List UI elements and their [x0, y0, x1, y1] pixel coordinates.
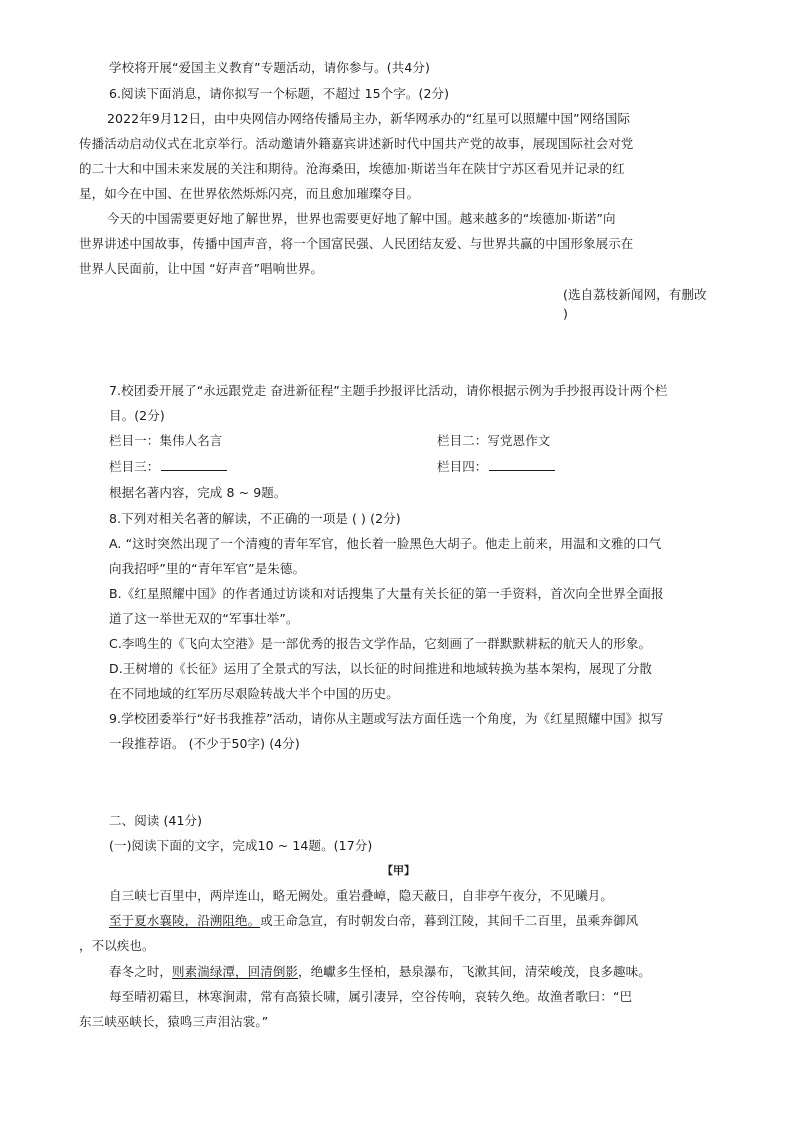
- passage-line: 自三峡七百里中，两岸连山，略无阙处。重岩叠嶂，隐天蔽日，自非亭午夜分，不见曦月。: [109, 888, 614, 903]
- q8-option-d: 在不同地域的红军历尽艰险转战大半个中国的历史。: [109, 686, 399, 701]
- q6-news-line: 今天的中国需要更好地了解世界，世界也需要更好地了解中国。越来越多的“埃德加·斯诺”向: [107, 211, 616, 226]
- q6-news-line: 传播活动启动仪式在北京举行。活动邀请外籍嘉宾讲述新时代中国共产党的故事，展现国际社会对党: [79, 136, 634, 151]
- q6-source: ): [563, 306, 568, 321]
- q6-news-line: 的二十大和中国未来发展的关注和期待。沧海桑田，埃德加·斯诺当年在陕甘宁苏区看见并记录的红: [79, 161, 625, 176]
- passage-line: 每至晴初霜旦，林寒涧肃，常有高猿长啸，属引凄异，空谷传响，哀转久绝。故渔者歌曰：“巴: [109, 989, 633, 1004]
- underlined-sentence: 至于夏水襄陵，沿溯阻绝。: [109, 913, 261, 928]
- q8-option-b: B.《红星照耀中国》的作者通过访谈和对话搜集了大量有关长征的第一手资料，首次向全世界全面报: [109, 586, 664, 601]
- section-subheading: (一)阅读下面的文字，完成10 ~ 14题。(17分): [109, 838, 373, 853]
- answer-blank[interactable]: [161, 458, 227, 471]
- q8-option-c: C.李鸣生的《飞向太空港》是一部优秀的报告文学作品，它刻画了一群默默耕耘的航天人的形象。: [109, 636, 652, 651]
- passage-line: ，不以疾也。: [79, 938, 155, 953]
- section-heading: 二、阅读 (41分): [109, 813, 203, 828]
- q8-option-a: 向我招呼”里的“青年军官”是朱德。: [109, 561, 306, 576]
- intro-line: 学校将开展“爱国主义教育”专题活动，请你参与。(共4分): [109, 60, 430, 75]
- q8-option-b: 道了这一举世无双的“军事壮举”。: [109, 611, 299, 626]
- q7-stem: 7.校团委开展了“永远跟党走 奋进新征程”主题手抄报评比活动，请你根据示例为手抄报再设计两个栏: [109, 383, 668, 398]
- q8-stem: 8.下列对相关名著的解读，不正确的一项是 ( ) (2分): [109, 511, 401, 526]
- passage-line: 东三峡巫峡长，猿鸣三声泪沾裳。”: [79, 1014, 269, 1029]
- q6-source: (选自荔枝新闻网，有删改: [563, 287, 707, 302]
- q8-9-lead: 根据名著内容，完成 8 ~ 9题。: [109, 485, 287, 500]
- q7-column-2: 栏目二：写党恩作文: [437, 433, 551, 448]
- q7-stem: 目。(2分): [109, 408, 165, 423]
- answer-blank[interactable]: [489, 458, 555, 471]
- q7-column-4: 栏目四：: [437, 458, 555, 475]
- q7-column-1: 栏目一：集伟人名言: [109, 433, 223, 448]
- q8-option-d: D.王树增的《长征》运用了全景式的写法，以长征的时间推进和地域转换为基本架构，展现了分散: [109, 661, 653, 676]
- q7-column-3: 栏目三：: [109, 458, 227, 475]
- passage-line: 春冬之时，则素湍绿潭，回清倒影，绝巘多生怪柏，悬泉瀑布，飞漱其间，清荣峻茂，良多趣味。: [109, 964, 651, 979]
- q6-news-line: 星，如今在中国、在世界依然烁烁闪亮，而且愈加璀璨夺目。: [79, 186, 420, 201]
- q6-news-line: 世界人民面前，让中国 “好声音”唱响世界。: [79, 261, 324, 276]
- passage-label: 【甲】: [382, 864, 415, 877]
- q8-option-a: A. “这时突然出现了一个清瘦的青年军官，他长着一脸黑色大胡子。他走上前来，用温和文雅的口气: [109, 536, 662, 551]
- q6-news-line: 2022年9月12日，由中央网信办网络传播局主办，新华网承办的“红星可以照耀中国”网络国际: [107, 111, 631, 126]
- underlined-sentence: 则素湍绿潭，回清倒影: [172, 964, 299, 979]
- q6-stem: 6.阅读下面消息，请你拟写一个标题，不超过 15个字。(2分): [109, 86, 450, 101]
- passage-line: 至于夏水襄陵，沿溯阻绝。或王命急宣，有时朝发白帝，暮到江陵，其间千二百里，虽乘奔御风: [109, 913, 639, 928]
- q9-stem: 9.学校团委举行“好书我推荐”活动，请你从主题或写法方面任选一个角度，为《红星照耀中国》拟写: [109, 711, 664, 726]
- q6-news-line: 世界讲述中国故事，传播中国声音，将一个国富民强、人民团结友爱、与世界共赢的中国形象展示在: [79, 236, 634, 251]
- q9-stem: 一段推荐语。 (不少于50字) (4分): [109, 736, 300, 751]
